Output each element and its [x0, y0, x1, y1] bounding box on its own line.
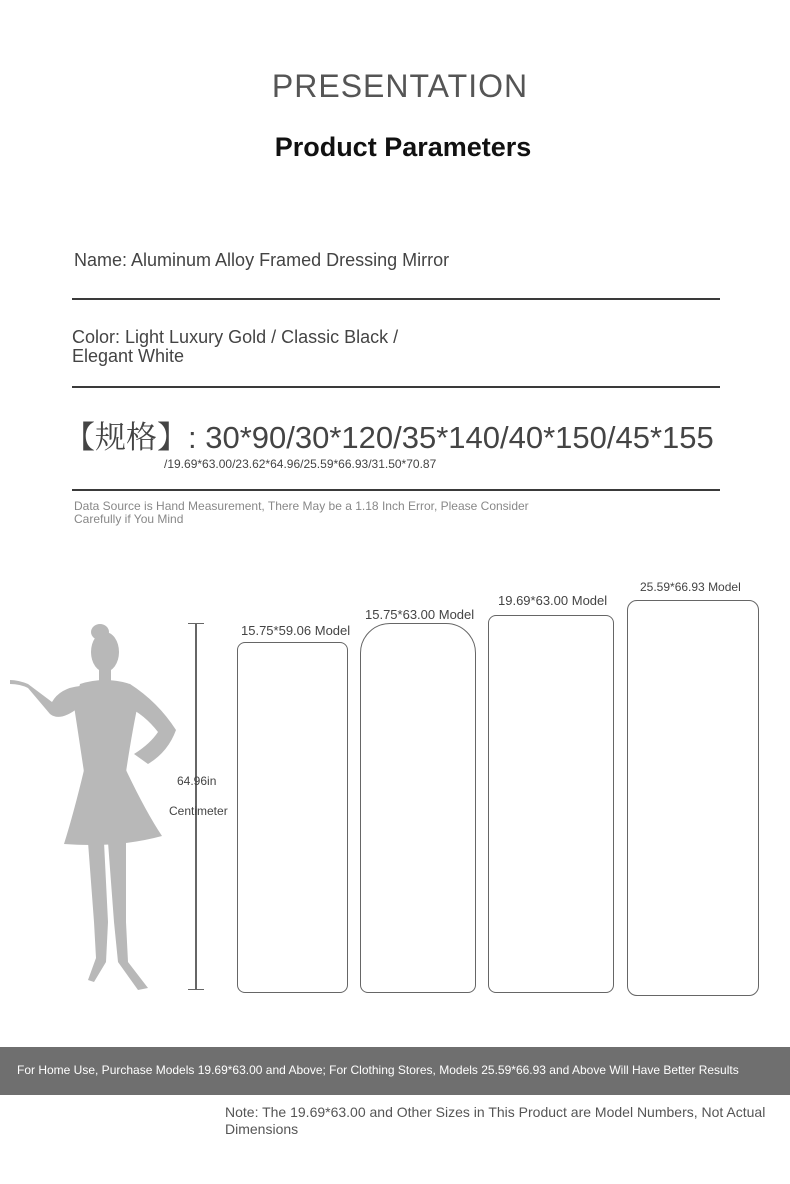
product-name: Name: Aluminum Alloy Framed Dressing Mirror — [74, 250, 450, 270]
mirror-model-1 — [237, 642, 348, 993]
model-label-1: 15.75*59.06 Model — [241, 623, 351, 638]
product-colors: Color: Light Luxury Gold / Classic Black / Elegant White — [72, 327, 399, 366]
height-value: 64.96in — [177, 774, 217, 788]
divider — [72, 386, 720, 388]
model-label-4: 25.59*66.93 Model — [640, 580, 741, 594]
size-note: Note: The 19.69*63.00 and Other Sizes in This Product are Model Numbers, Not Actual Dimensions — [225, 1104, 766, 1137]
page-subtitle: Product Parameters — [274, 132, 532, 162]
recommendation-text: For Home Use, Purchase Models 19.69*63.00 and Above; For Clothing Stores, Models 25.59*66.93 and Above Will Have Better Results — [17, 1063, 739, 1077]
height-unit: Centimeter — [169, 804, 228, 818]
product-spec-inch: /19.69*63.00/23.62*64.96/25.59*66.93/31.50*70.87 — [164, 457, 437, 471]
product-spec-cm: 【规格】: 30*90/30*120/35*140/40*150/45*155 — [64, 420, 714, 455]
measurement-note: Data Source is Hand Measurement, There May be a 1.18 Inch Error, Please Consider Carefully if You Mind — [74, 499, 529, 526]
mirror-model-2 — [360, 623, 476, 993]
model-label-3: 19.69*63.00 Model — [498, 593, 608, 608]
woman-silhouette-icon — [8, 622, 183, 994]
height-indicator-bottom — [188, 989, 204, 990]
height-indicator-top — [188, 623, 204, 624]
page-title: PRESENTATION — [271, 68, 529, 104]
mirror-model-4 — [627, 600, 759, 996]
divider — [72, 298, 720, 300]
model-label-2: 15.75*63.00 Model — [365, 607, 475, 622]
mirror-model-3 — [488, 615, 614, 993]
divider — [72, 489, 720, 491]
